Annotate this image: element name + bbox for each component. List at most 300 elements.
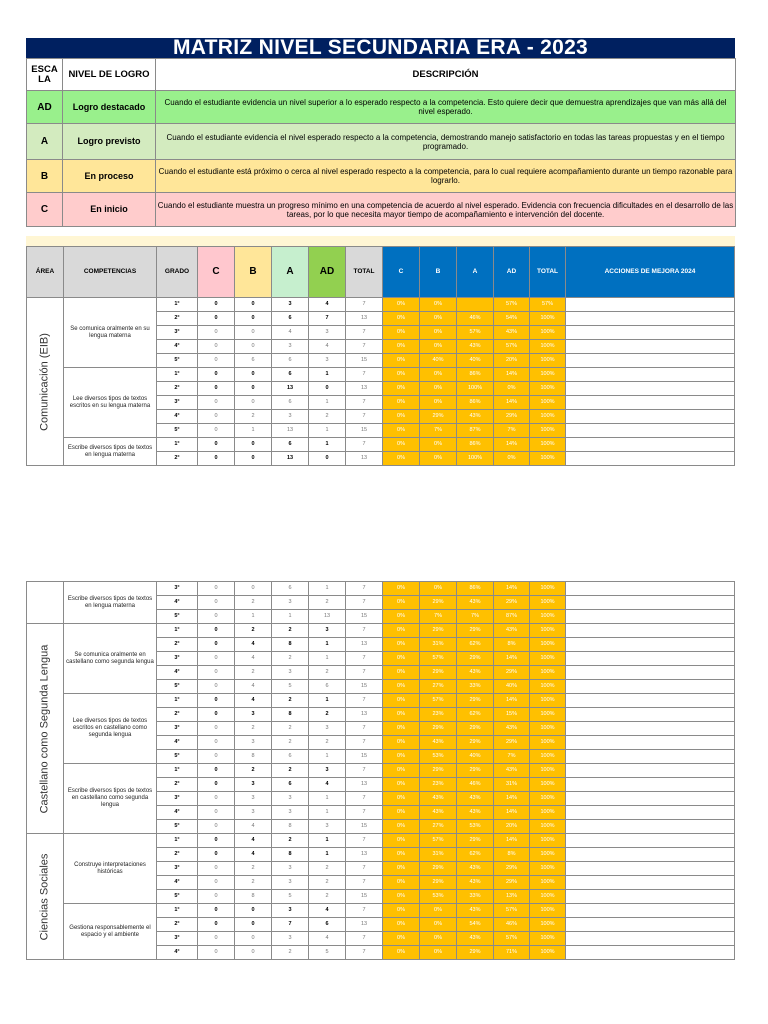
acciones-cell [566,638,735,652]
c-cell: 0 [198,834,235,848]
b-cell: 0 [235,932,272,946]
total-cell: 7 [346,876,383,890]
total-cell: 7 [346,368,383,382]
pct-c-cell: 0% [383,834,420,848]
pct-total-cell: 100% [530,890,566,904]
c-cell: 0 [198,764,235,778]
legend-code: C [27,193,63,227]
b-cell: 2 [235,876,272,890]
pct-ad-cell: 29% [494,666,530,680]
acciones-cell [566,932,735,946]
pct-total-cell: 100% [530,722,566,736]
c-cell: 0 [198,848,235,862]
pct-b-cell: 29% [420,862,457,876]
pct-c-cell: 0% [383,666,420,680]
acciones-cell [566,848,735,862]
pct-b-cell: 53% [420,890,457,904]
pct-total-cell: 100% [530,834,566,848]
pct-ad-cell: 46% [494,918,530,932]
b-cell: 2 [235,596,272,610]
a-cell: 2 [272,652,309,666]
total-cell: 7 [346,666,383,680]
pct-c-cell: 0% [383,298,420,312]
page-break [0,495,768,581]
pct-a-cell: 62% [457,708,494,722]
acciones-cell [566,876,735,890]
table-row [27,438,735,452]
b-cell: 4 [235,834,272,848]
pct-ad-cell: 8% [494,848,530,862]
grado-cell: 3° [157,652,198,666]
pct-b-cell: 0% [420,438,457,452]
pct-total-cell: 100% [530,312,566,326]
c-cell: 0 [198,792,235,806]
ad-cell: 4 [309,778,346,792]
total-cell: 7 [346,932,383,946]
ad-cell: 6 [309,918,346,932]
a-cell: 6 [272,396,309,410]
pct-a-cell: 43% [457,596,494,610]
pct-a-cell: 86% [457,438,494,452]
acciones-cell [566,792,735,806]
pct-ad-cell: 29% [494,876,530,890]
pct-b-cell: 0% [420,904,457,918]
b-cell: 2 [235,764,272,778]
pct-c-cell: 0% [383,424,420,438]
acciones-cell [566,582,735,596]
pct-a-cell: 29% [457,722,494,736]
grado-cell: 2° [157,848,198,862]
pct-b-cell: 43% [420,736,457,750]
legend-desc: Cuando el estudiante está próximo o cerca al nivel esperado respecto a la competencia, para lo cual requiere acompañamiento durante un tiempo razonable para lograrlo. [156,160,736,193]
ad-cell: 2 [309,596,346,610]
legend-row-b [27,160,736,193]
pct-c-cell: 0% [383,778,420,792]
pct-total-cell: 100% [530,382,566,396]
pct-ad-cell: 57% [494,298,530,312]
grado-cell: 5° [157,354,198,368]
acciones-cell [566,382,735,396]
total-cell: 13 [346,708,383,722]
pct-b-cell: 53% [420,750,457,764]
pct-ad-cell: 14% [494,368,530,382]
ad-cell: 1 [309,750,346,764]
grado-cell: 2° [157,382,198,396]
pct-b-cell: 23% [420,778,457,792]
c-cell: 0 [198,340,235,354]
header-b: B [235,247,272,298]
header-acciones: ACCIONES DE MEJORA 2024 [566,247,735,298]
pct-c-cell: 0% [383,452,420,466]
total-cell: 7 [346,694,383,708]
c-cell: 0 [198,890,235,904]
pct-a-cell: 43% [457,806,494,820]
pct-a-cell [457,298,494,312]
table-header-row [27,247,735,298]
pct-c-cell: 0% [383,806,420,820]
total-cell: 7 [346,834,383,848]
acciones-cell [566,946,735,960]
a-cell: 8 [272,708,309,722]
pct-b-cell: 0% [420,326,457,340]
pct-b-cell: 0% [420,382,457,396]
pct-c-cell: 0% [383,736,420,750]
total-cell: 15 [346,680,383,694]
competencia-label: Construye interpretaciones históricas [64,834,157,904]
pct-b-cell: 0% [420,298,457,312]
pct-total-cell: 100% [530,918,566,932]
total-cell: 7 [346,410,383,424]
ad-cell: 4 [309,932,346,946]
acciones-cell [566,596,735,610]
a-cell: 2 [272,834,309,848]
acciones-cell [566,326,735,340]
pct-ad-cell: 29% [494,410,530,424]
a-cell: 8 [272,848,309,862]
pct-total-cell: 100% [530,624,566,638]
c-cell: 0 [198,312,235,326]
total-cell: 13 [346,452,383,466]
c-cell: 0 [198,354,235,368]
b-cell: 0 [235,582,272,596]
pct-ad-cell: 29% [494,596,530,610]
total-cell: 7 [346,624,383,638]
acciones-cell [566,736,735,750]
pct-c-cell: 0% [383,396,420,410]
pct-c-cell: 0% [383,764,420,778]
table-row [27,764,735,778]
legend-code: AD [27,91,63,124]
pct-c-cell: 0% [383,946,420,960]
c-cell: 0 [198,806,235,820]
a-cell: 6 [272,312,309,326]
pct-b-cell: 0% [420,946,457,960]
b-cell: 0 [235,340,272,354]
pct-a-cell: 86% [457,396,494,410]
c-cell: 0 [198,424,235,438]
c-cell: 0 [198,452,235,466]
pct-c-cell: 0% [383,848,420,862]
legend-desc: Cuando el estudiante evidencia un nivel superior a lo esperado respecto a la competencia. Esto quiere decir que demuestra aprendizajes que van más allá del nivel esperado. [156,91,736,124]
pct-c-cell: 0% [383,652,420,666]
b-cell: 0 [235,326,272,340]
grado-cell: 2° [157,312,198,326]
area-cell [27,582,64,624]
a-cell: 6 [272,750,309,764]
pct-a-cell: 43% [457,340,494,354]
b-cell: 2 [235,722,272,736]
pct-c-cell: 0% [383,382,420,396]
c-cell: 0 [198,438,235,452]
a-cell: 6 [272,438,309,452]
pct-ad-cell: 14% [494,834,530,848]
total-cell: 7 [346,298,383,312]
a-cell: 3 [272,298,309,312]
a-cell: 2 [272,736,309,750]
ad-cell: 3 [309,820,346,834]
a-cell: 4 [272,326,309,340]
c-cell: 0 [198,694,235,708]
pct-total-cell: 100% [530,438,566,452]
header-pct-total: TOTAL [530,247,566,298]
competencia-label: Gestiona responsablemente el espacio y el ambiente [64,904,157,960]
header-nivel: NIVEL DE LOGRO [63,59,156,91]
pct-total-cell: 100% [530,666,566,680]
total-cell: 13 [346,778,383,792]
a-cell: 2 [272,694,309,708]
header-a: A [272,247,309,298]
pct-b-cell: 43% [420,792,457,806]
results-table [26,246,735,466]
pct-b-cell: 29% [420,764,457,778]
pct-total-cell: 100% [530,610,566,624]
pct-a-cell: 43% [457,932,494,946]
legend-name: Logro destacado [63,91,156,124]
header-area: ÁREA [27,247,64,298]
competencia-label: Lee diversos tipos de textos escritos en castellano como segunda lengua [64,694,157,764]
grado-cell: 3° [157,862,198,876]
acciones-cell [566,680,735,694]
pct-c-cell: 0% [383,624,420,638]
c-cell: 0 [198,638,235,652]
pct-a-cell: 29% [457,736,494,750]
table-row [27,694,735,708]
pct-b-cell: 29% [420,624,457,638]
pct-b-cell: 23% [420,708,457,722]
grado-cell: 4° [157,806,198,820]
legend-row-ad [27,91,736,124]
ad-cell: 1 [309,582,346,596]
acciones-cell [566,806,735,820]
pct-b-cell: 31% [420,848,457,862]
pct-total-cell: 100% [530,680,566,694]
acciones-cell [566,424,735,438]
ad-cell: 3 [309,326,346,340]
total-cell: 13 [346,382,383,396]
pct-ad-cell: 57% [494,932,530,946]
pct-ad-cell: 14% [494,652,530,666]
ad-cell: 4 [309,904,346,918]
c-cell: 0 [198,876,235,890]
pct-b-cell: 29% [420,876,457,890]
pct-ad-cell: 7% [494,750,530,764]
pct-a-cell: 43% [457,410,494,424]
acciones-cell [566,918,735,932]
grado-cell: 2° [157,918,198,932]
table-row [27,624,735,638]
c-cell: 0 [198,918,235,932]
pct-b-cell: 57% [420,652,457,666]
legend-code: B [27,160,63,193]
b-cell: 0 [235,918,272,932]
b-cell: 8 [235,750,272,764]
a-cell: 5 [272,680,309,694]
pct-ad-cell: 57% [494,904,530,918]
pct-a-cell: 43% [457,792,494,806]
pct-ad-cell: 7% [494,424,530,438]
a-cell: 7 [272,918,309,932]
header-pct-ad: AD [494,247,530,298]
a-cell: 6 [272,582,309,596]
ad-cell: 5 [309,946,346,960]
grado-cell: 1° [157,624,198,638]
header-pct-b: B [420,247,457,298]
results-table-continued [26,581,735,960]
total-cell: 7 [346,438,383,452]
b-cell: 2 [235,410,272,424]
table-row [27,834,735,848]
b-cell: 0 [235,438,272,452]
ad-cell: 3 [309,354,346,368]
competencia-label: Escribe diversos tipos de textos en lengua materna [64,582,157,624]
pct-total-cell: 100% [530,452,566,466]
area-label: Castellano como Segunda Lengua [38,644,51,813]
total-cell: 7 [346,764,383,778]
pct-total-cell: 100% [530,354,566,368]
pct-b-cell: 31% [420,638,457,652]
a-cell: 3 [272,340,309,354]
grado-cell: 5° [157,610,198,624]
pct-c-cell: 0% [383,904,420,918]
pct-b-cell: 29% [420,596,457,610]
competencia-label: Escribe diversos tipos de textos en castellano como segunda lengua [64,764,157,834]
a-cell: 3 [272,596,309,610]
legend-desc: Cuando el estudiante evidencia el nivel esperado respecto a la competencia, demostrando manejo satisfactorio en todas las tareas propuestas y en el tiempo programado. [156,124,736,160]
header-pct-a: A [457,247,494,298]
pct-ad-cell: 54% [494,312,530,326]
pct-c-cell: 0% [383,596,420,610]
ad-cell: 2 [309,890,346,904]
total-cell: 13 [346,848,383,862]
pct-a-cell: 43% [457,666,494,680]
ad-cell: 2 [309,736,346,750]
pct-ad-cell: 0% [494,382,530,396]
pct-a-cell: 46% [457,312,494,326]
pct-c-cell: 0% [383,918,420,932]
ad-cell: 3 [309,764,346,778]
area-label: Ciencias Sociales [38,853,51,940]
b-cell: 3 [235,708,272,722]
header-descripcion: DESCRIPCIÓN [156,59,736,91]
ad-cell: 2 [309,666,346,680]
page-title: MATRIZ NIVEL SECUNDARIA ERA - 2023 [26,38,735,58]
b-cell: 0 [235,312,272,326]
b-cell: 4 [235,848,272,862]
pct-total-cell: 100% [530,424,566,438]
b-cell: 4 [235,694,272,708]
pct-b-cell: 57% [420,834,457,848]
pct-b-cell: 0% [420,932,457,946]
pct-a-cell: 40% [457,750,494,764]
grado-cell: 5° [157,890,198,904]
total-cell: 7 [346,596,383,610]
pct-ad-cell: 14% [494,806,530,820]
area-label: Comunicación (EIB) [38,332,51,431]
a-cell: 6 [272,354,309,368]
pct-total-cell: 100% [530,946,566,960]
ad-cell: 3 [309,624,346,638]
pct-c-cell: 0% [383,326,420,340]
pct-total-cell: 100% [530,750,566,764]
pct-c-cell: 0% [383,862,420,876]
pct-b-cell: 27% [420,820,457,834]
legend-name: En inicio [63,193,156,227]
competencia-label: Se comunica oralmente en castellano como segunda lengua [64,624,157,694]
pct-b-cell: 0% [420,312,457,326]
grado-cell: 1° [157,694,198,708]
grado-cell: 2° [157,452,198,466]
pct-a-cell: 29% [457,694,494,708]
grado-cell: 1° [157,368,198,382]
header-grado: GRADO [157,247,198,298]
a-cell: 3 [272,904,309,918]
ad-cell: 3 [309,722,346,736]
competencia-label: Lee diversos tipos de textos escritos en su lengua materna [64,368,157,438]
c-cell: 0 [198,624,235,638]
pct-a-cell: 29% [457,624,494,638]
b-cell: 3 [235,792,272,806]
grado-cell: 3° [157,396,198,410]
c-cell: 0 [198,820,235,834]
b-cell: 4 [235,638,272,652]
pct-a-cell: 100% [457,382,494,396]
pct-total-cell: 100% [530,904,566,918]
grado-cell: 3° [157,792,198,806]
header-ad: AD [309,247,346,298]
acciones-cell [566,652,735,666]
b-cell: 2 [235,666,272,680]
table-row [27,904,735,918]
grado-cell: 5° [157,820,198,834]
acciones-cell [566,694,735,708]
pct-ad-cell: 14% [494,438,530,452]
ad-cell: 1 [309,652,346,666]
c-cell: 0 [198,396,235,410]
c-cell: 0 [198,708,235,722]
grado-cell: 4° [157,876,198,890]
pct-a-cell: 53% [457,820,494,834]
acciones-cell [566,610,735,624]
b-cell: 4 [235,680,272,694]
b-cell: 2 [235,624,272,638]
total-cell: 7 [346,806,383,820]
total-cell: 7 [346,862,383,876]
pct-ad-cell: 0% [494,452,530,466]
total-cell: 7 [346,396,383,410]
grado-cell: 4° [157,736,198,750]
total-cell: 15 [346,610,383,624]
ad-cell: 1 [309,834,346,848]
pct-a-cell: 86% [457,368,494,382]
b-cell: 4 [235,820,272,834]
a-cell: 2 [272,946,309,960]
pct-ad-cell: 14% [494,582,530,596]
total-cell: 13 [346,312,383,326]
acciones-cell [566,666,735,680]
pct-c-cell: 0% [383,638,420,652]
c-cell: 0 [198,368,235,382]
pct-c-cell: 0% [383,680,420,694]
ad-cell: 1 [309,792,346,806]
total-cell: 15 [346,820,383,834]
pct-a-cell: 29% [457,946,494,960]
a-cell: 3 [272,932,309,946]
pct-total-cell: 100% [530,368,566,382]
pct-b-cell: 7% [420,424,457,438]
ad-cell: 1 [309,424,346,438]
b-cell: 0 [235,904,272,918]
total-cell: 13 [346,638,383,652]
